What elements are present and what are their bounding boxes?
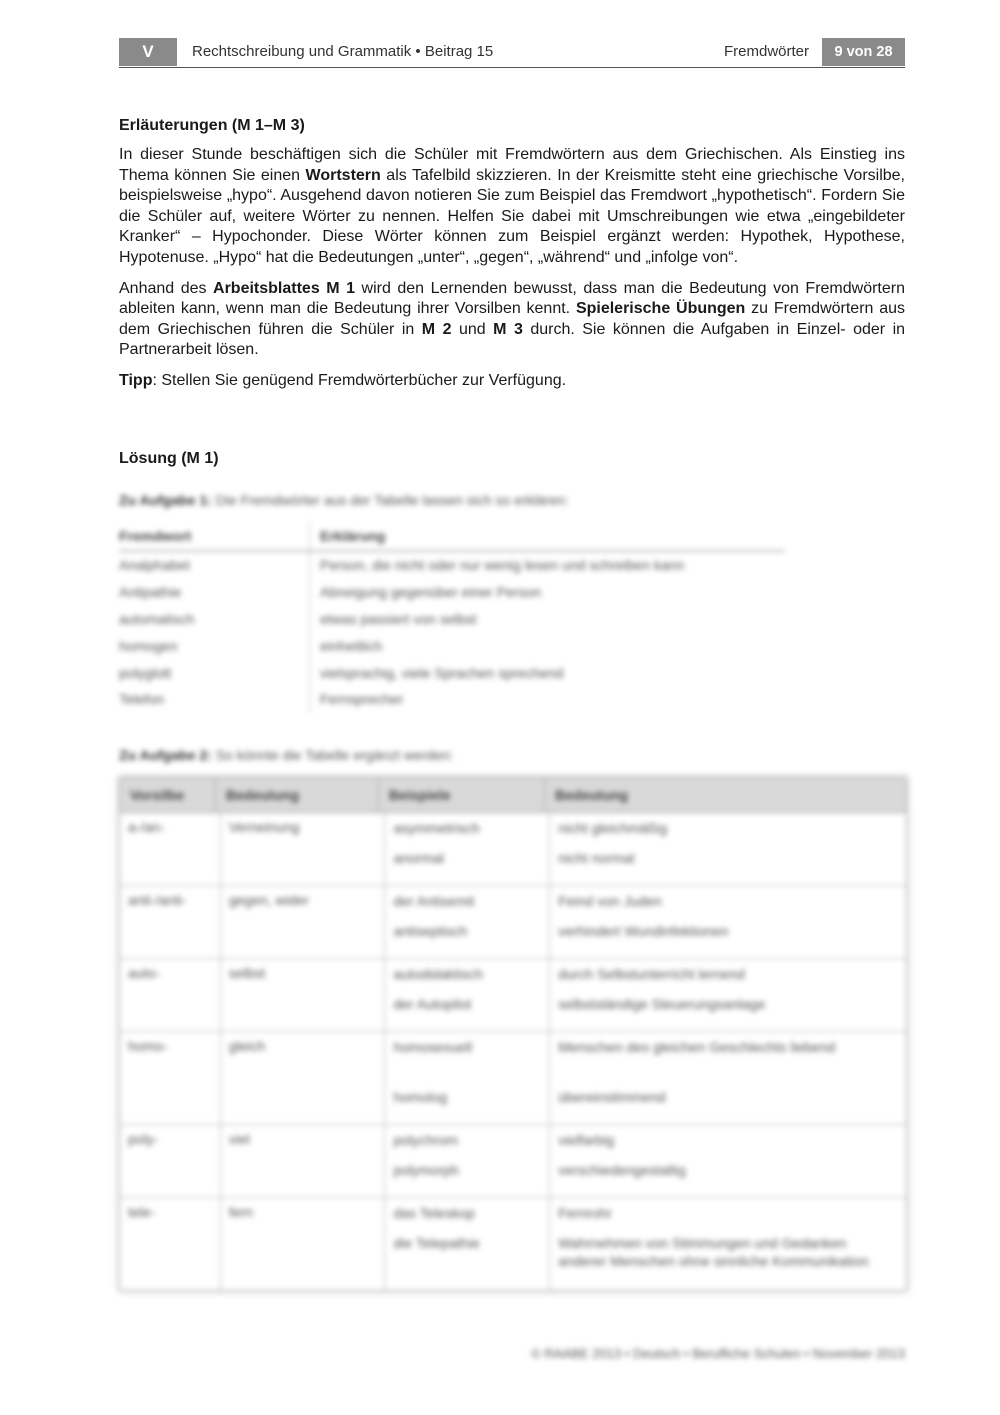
example-word: autodidaktisch (393, 966, 483, 982)
bold-term: Wortstern (305, 166, 381, 184)
task-label: Zu Aufgabe 2: (119, 747, 212, 763)
example-meaning: Feind von Juden (558, 893, 662, 909)
example-meaning: Fernrohr (558, 1205, 612, 1221)
example-meaning: nicht normal (558, 850, 635, 866)
column-header: Beispiele (379, 778, 545, 812)
table-row (119, 632, 785, 659)
examples-cell (385, 1032, 550, 1124)
example-word: asymmetrisch (393, 820, 480, 836)
explanations-heading: Erläuterungen (M 1–M 3) (119, 117, 305, 134)
example-meaning: Menschen des gleichen Geschlechts liebend (558, 1039, 836, 1055)
task-2-instruction (119, 747, 454, 763)
examples-cell (385, 813, 550, 885)
text-segment: In dieser Stunde beschäftigen sich die Schüler mit Fremdwörtern aus dem Griechischen. Als Einstieg ins Thema können Sie einen (119, 146, 905, 184)
prefix-meaning-cell: gleich (221, 1032, 386, 1124)
table-row-group (120, 1198, 906, 1290)
table-row (119, 552, 785, 579)
page-number-badge: 9 von 28 (822, 38, 905, 66)
prefix-cell: poly- (120, 1125, 221, 1197)
prefix-meaning-cell: fern (221, 1198, 386, 1290)
prefix-cell: tele- (120, 1198, 221, 1290)
explanation-cell: etwas passiert von selbst (320, 610, 477, 627)
task-text: Die Fremdwörter aus der Tabelle lassen sich so erklären: (211, 492, 569, 508)
table-row (119, 579, 785, 606)
column-header: Erklärung (320, 528, 386, 544)
text-segment: durch. Sie können die Aufgaben in Einzel- oder in Partnerarbeit lösen. (119, 320, 906, 359)
foreign-word-cell: Antipathie (119, 579, 310, 606)
foreign-word-cell: polyglott (119, 659, 310, 686)
example-word: homosexuell (393, 1039, 473, 1055)
examples-cell (385, 959, 550, 1031)
meanings-cell (550, 1198, 906, 1290)
example-meaning: durch Selbstunterricht lernend (558, 966, 745, 982)
table-row (119, 659, 785, 686)
solution-table-1 (119, 522, 785, 713)
foreign-word-cell: homogen (119, 632, 310, 659)
task-label: Zu Aufgabe 1: (119, 492, 212, 508)
prefix-meaning-cell: viel (221, 1125, 386, 1197)
example-word: die Telepathie (393, 1235, 480, 1251)
meanings-cell (550, 1032, 906, 1124)
table-row-group (120, 959, 906, 1032)
example-word: polychrom (393, 1132, 459, 1148)
meanings-cell (550, 959, 906, 1031)
foreign-word-cell: Telefon (119, 686, 310, 713)
prefix-meaning-cell: Verneinung (221, 813, 386, 885)
explanation-cell: einheitlich (320, 637, 383, 654)
examples-cell (385, 1198, 550, 1290)
example-word: der Autopilot (393, 996, 472, 1012)
text-segment: Anhand des (119, 279, 214, 297)
column-header: Fremdwort (119, 522, 310, 550)
explanations-paragraph-2 (119, 279, 905, 361)
header-title: Rechtschreibung und Grammatik • Beitrag 15 (192, 43, 494, 60)
table-header (119, 522, 785, 552)
section-badge: V (119, 38, 177, 66)
explanations-section (119, 117, 905, 392)
bold-term: M 3 (493, 320, 523, 338)
explanation-cell: Person, die nicht oder nur wenig lesen und schreiben kann (320, 557, 685, 574)
solution-heading: Lösung (M 1) (119, 450, 219, 467)
example-meaning: nicht gleichmäßig (558, 820, 668, 836)
examples-cell (385, 1125, 550, 1197)
prefix-cell: homo- (120, 1032, 221, 1124)
example-meaning: selbstständige Steuerungsanlage (558, 996, 766, 1012)
tip-label: Tipp (119, 371, 153, 389)
meanings-cell (550, 1125, 906, 1197)
table-header (120, 778, 906, 813)
text-segment: und (451, 320, 494, 338)
example-word: das Teleskop (393, 1205, 475, 1221)
explanations-paragraph-1 (119, 145, 905, 269)
example-word: anormal (393, 850, 445, 866)
page-header (119, 38, 905, 68)
table-row-group (120, 1032, 906, 1125)
column-header: Vorsilbe (120, 778, 216, 812)
header-topic: Fremdwörter (723, 43, 809, 60)
table-row-group (120, 886, 906, 959)
bold-term: M 2 (421, 320, 452, 338)
examples-cell (385, 886, 550, 958)
text-segment: zu Fremdwörtern aus dem Griechischen führen die Schüler in (119, 300, 906, 338)
prefix-meaning-cell: selbst (221, 959, 386, 1031)
example-meaning: vielfarbig (558, 1132, 615, 1148)
text-segment: wird den Lernenden bewusst, dass man die Bedeutung von Fremdwörtern ableiten kann, wenn man die Bedeutung ihrer Vorsilben kennt. (119, 279, 905, 318)
explanation-cell: vielsprachig, viele Sprachen sprechend (320, 664, 564, 681)
explanation-cell: Abneigung gegenüber einer Person (320, 584, 542, 601)
task-text: So könnte die Tabelle ergänzt werden: (211, 747, 454, 763)
solution-table-2 (119, 777, 907, 1291)
example-word: homolog (393, 1089, 448, 1105)
example-meaning: verhindert Wundinfektionen (558, 923, 729, 939)
column-header: Bedeutung (216, 778, 379, 812)
text-segment: als Tafelbild skizzieren. In der Kreismitte steht eine griechische Vorsilbe, beispielsweise „hypo“. Ausgehend davon notieren Sie zum Beispiel das Fremdwort „hypothetisch“. Fordern Sie die Schüler auf, weitere Wörter zu nennen. Helfen Sie dabei mit Umschreibungen wie etwa „eingebildeter Kranker“ – Hypochonder. Diese Wörter können zum Beispiel ergänzt werden: Hypothek, Hypothese, Hypotenuse. „Hypo“ hat die Bedeutungen „unter“, „gegen“, „während“ und „infolge von“. (119, 166, 905, 266)
tip-text: : Stellen Sie genügend Fremdwörterbücher zur Verfügung. (152, 371, 567, 389)
meanings-cell (550, 813, 906, 885)
prefix-cell: auto- (120, 959, 221, 1031)
column-header: Bedeutung (555, 787, 629, 803)
foreign-word-cell: Analphabet (119, 552, 310, 579)
page-footer: © RAABE 2013 • Deutsch • Berufliche Schulen • November 2013 (531, 1346, 905, 1361)
example-word: der Antisemit (393, 893, 475, 909)
bold-term: Arbeitsblattes M 1 (213, 279, 355, 297)
table-row (119, 606, 785, 633)
table-row-group (120, 1125, 906, 1198)
example-word: antiseptisch (393, 923, 468, 939)
prefix-cell: a-/an- (120, 813, 221, 885)
explanation-cell: Fernsprecher (320, 691, 404, 708)
prefix-meaning-cell: gegen, wider (221, 886, 386, 958)
meanings-cell (550, 886, 906, 958)
example-meaning: übereinstimmend (558, 1089, 666, 1105)
table-row-group (120, 813, 906, 886)
task-1-instruction (119, 492, 569, 508)
example-word: polymorph (393, 1162, 459, 1178)
example-meaning: verschiedengestaltig (558, 1162, 686, 1178)
tip-paragraph (119, 371, 905, 392)
prefix-cell: anti-/anti- (120, 886, 221, 958)
table-row (119, 686, 785, 713)
example-meaning: Wahrnehmen von Stimmungen und Gedanken anderer Menschen ohne sinnliche Kommunikation (558, 1235, 869, 1269)
foreign-word-cell: automatisch (119, 606, 310, 633)
bold-term: Spielerische Übungen (575, 300, 746, 318)
